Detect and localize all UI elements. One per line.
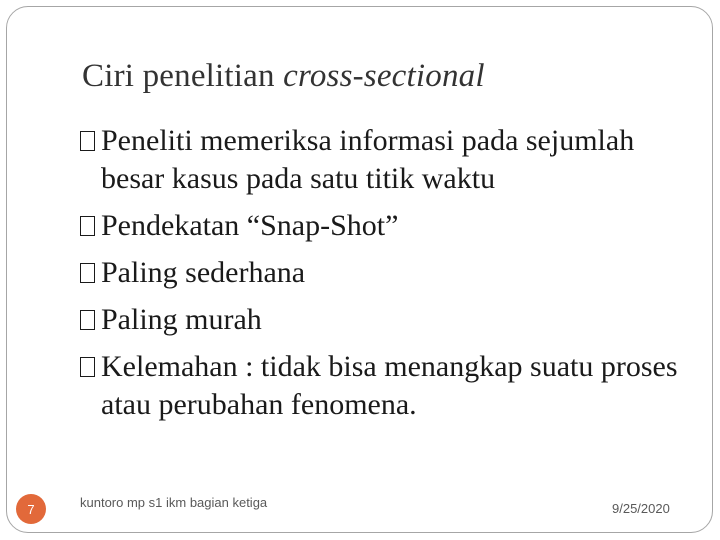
bullet-list [80, 122, 680, 433]
footer-text: kuntoro mp s1 ikm bagian ketiga [80, 495, 268, 510]
bullet-text: Paling murah [101, 303, 262, 336]
bullet-box-icon [80, 310, 95, 330]
bullet-item [80, 348, 680, 424]
bullet-box-icon [80, 357, 95, 377]
bullet-text: Pendekatan “Snap-Shot” [101, 209, 399, 242]
bullet-item [80, 207, 680, 245]
slide-number-badge [16, 494, 46, 524]
bullet-text: Kelemahan : tidak bisa menangkap suatu proses atau perubahan fenomena. [101, 350, 678, 421]
bullet-item [80, 254, 680, 292]
bullet-item [80, 122, 680, 198]
bullet-box-icon [80, 263, 95, 283]
bullet-box-icon [80, 216, 95, 236]
bullet-box-icon [80, 131, 95, 151]
bullet-text: Paling sederhana [101, 256, 306, 289]
slide-number: 7 [27, 501, 35, 517]
bullet-text: Peneliti memeriksa informasi pada sejumlah besar kasus pada satu titik waktu [101, 124, 635, 195]
title-italic: cross-sectional [283, 58, 485, 94]
footer-date: 9/25/2020 [612, 501, 670, 516]
title-regular: Ciri penelitian [82, 58, 284, 94]
slide-title [82, 58, 485, 95]
bullet-item [80, 301, 680, 339]
